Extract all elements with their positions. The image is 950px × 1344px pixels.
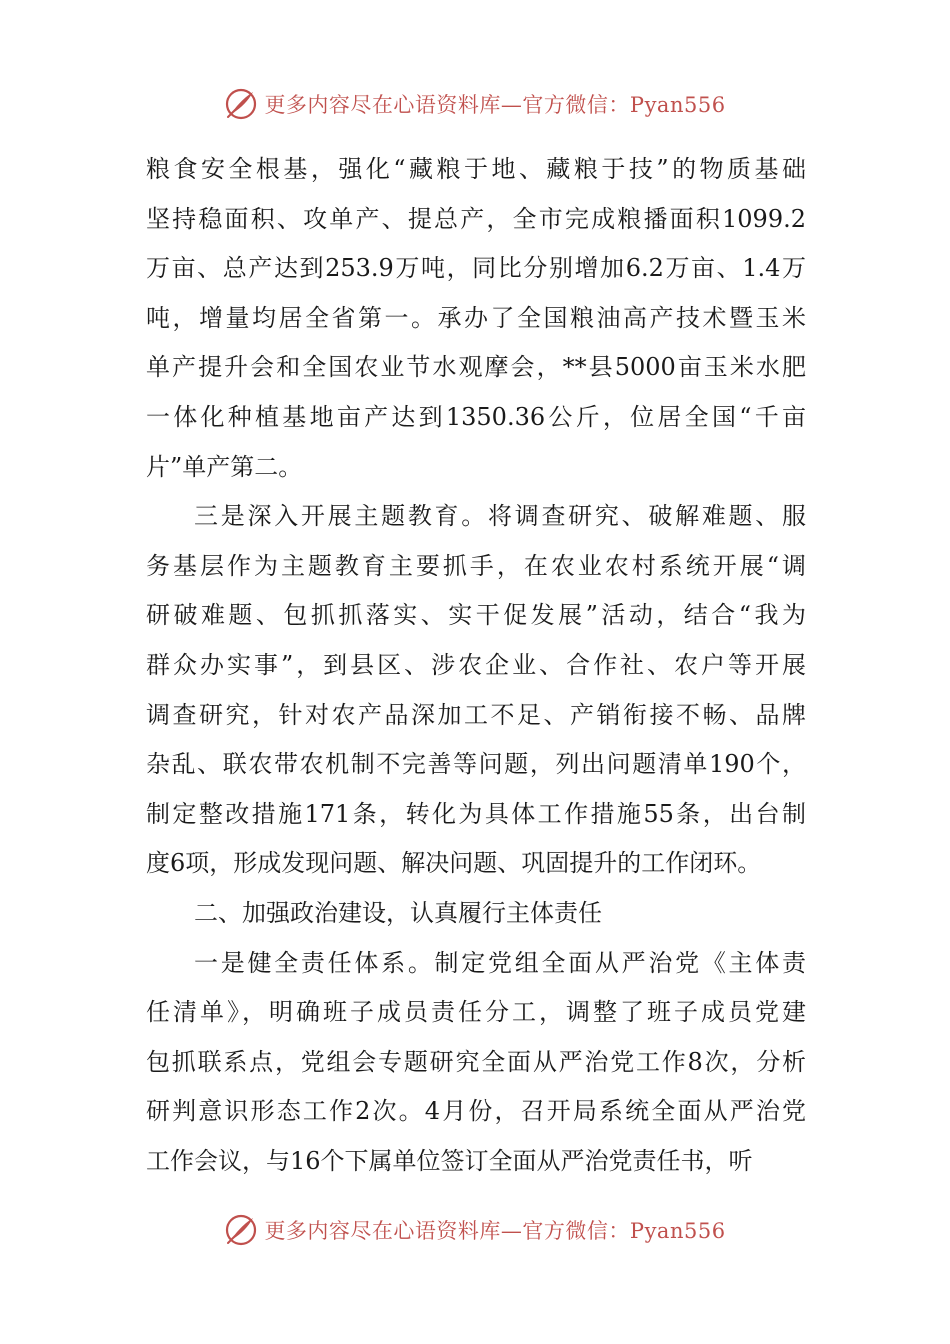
quill-pen-logo-icon [224, 1213, 258, 1247]
text-line: 单产提升会和全国农业节水观摩会，**县5000亩玉米水肥 [146, 353, 806, 382]
text-line: 务基层作为主题教育主要抓手，在农业农村系统开展“调 [146, 551, 806, 580]
text-line: 制定整改措施171条，转化为具体工作措施55条，出台制 [146, 799, 806, 828]
text-line: 调查研究，针对农产品深加工不足、产销衔接不畅、品牌 [146, 700, 806, 729]
paragraph [146, 492, 806, 889]
text-line: 万亩、总产达到253.9万吨，同比分别增加6.2万亩、1.4万 [146, 254, 806, 283]
paragraph [146, 939, 806, 1187]
text-line: 二、加强政治建设，认真履行主体责任 [194, 898, 602, 927]
text-line: 三是深入开展主题教育。将调查研究、破解难题、服 [194, 502, 806, 531]
text-line: 粮食安全根基，强化“藏粮于地、藏粮于技”的物质基础 [146, 155, 806, 183]
paragraph [146, 145, 806, 492]
text-line: 杂乱、联农带农机制不完善等问题，列出问题清单190个， [146, 750, 806, 779]
document-body [146, 145, 806, 1186]
watermark-header [0, 84, 950, 124]
text-line: 一是健全责任体系。制定党组全面从严治党《主体责 [194, 948, 806, 977]
watermark-text: 更多内容尽在心语资料库—官方微信：Pyan556 [264, 93, 726, 117]
text-line: 研破难题、包抓抓落实、实干促发展”活动，结合“我为 [146, 601, 806, 630]
text-line: 坚持稳面积、攻单产、提总产，全市完成粮播面积1099.2 [146, 204, 806, 233]
text-line: 片”单产第二。 [146, 452, 303, 481]
text-line: 包抓联系点，党组会专题研究全面从严治党工作8次，分析 [146, 1047, 806, 1076]
text-line: 吨，增量均居全省第一。承办了全国粮油高产技术暨玉米 [146, 303, 806, 332]
text-line: 任清单》，明确班子成员责任分工，调整了班子成员党建 [146, 998, 806, 1027]
watermark-footer [0, 1210, 950, 1250]
watermark-text: 更多内容尽在心语资料库—官方微信：Pyan556 [264, 1219, 726, 1243]
text-line: 工作会议，与16个下属单位签订全面从严治党责任书，听 [146, 1146, 753, 1175]
text-line: 度6项，形成发现问题、解决问题、巩固提升的工作闭环。 [146, 849, 762, 878]
text-line: 一体化种植基地亩产达到1350.36公斤，位居全国“千亩 [146, 402, 806, 431]
quill-pen-logo-icon [224, 87, 258, 121]
text-line: 研判意识形态工作2次。4月份，召开局系统全面从严治党 [146, 1097, 806, 1126]
paragraph [146, 889, 806, 939]
text-line: 群众办实事”，到县区、涉农企业、合作社、农户等开展 [146, 650, 806, 679]
